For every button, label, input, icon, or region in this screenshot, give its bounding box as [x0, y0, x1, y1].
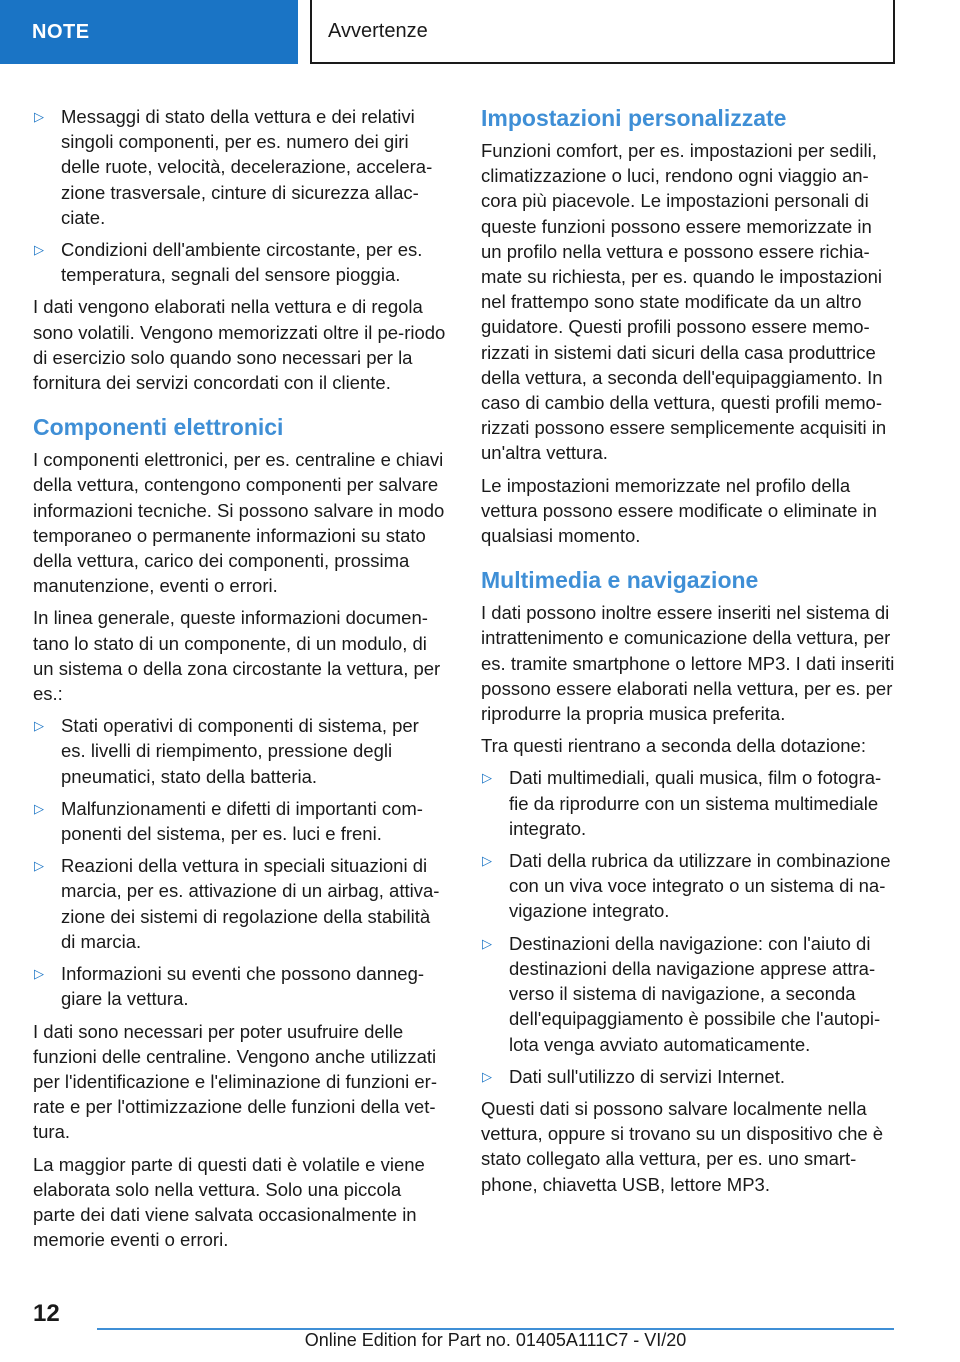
- paragraph: Tra questi rientrano a seconda della dotazione:: [481, 735, 866, 757]
- footer-edition: Online Edition for Part no. 01405A111C7 - VI/20: [304, 1330, 687, 1350]
- list-item: ▷ Condizioni dell'ambiente circostante, per es. temperatura, segnali del sensore pioggia.: [34, 239, 423, 286]
- paragraph: In linea generale, queste informazioni documen-tano lo stato di un componente, di un modulo, di un sistema o della zona circostante la vettura, per es.:: [33, 607, 441, 705]
- page-number: 12: [33, 1300, 60, 1327]
- paragraph: Questi dati si possono salvare localmente nella vettura, oppure si trovano su un dispositivo che è stato collegato alla vettura, per es. uno smart-phone, chiavetta USB, lettore MP3.: [481, 1097, 884, 1195]
- list-item: ▷ Reazioni della vettura in speciali situazioni di marcia, per es. attivazione di un airbag, attiva-zione dei sistemi di regolazione della stabilità di marcia.: [34, 855, 440, 952]
- triangle-bullet-icon: ▷: [34, 858, 44, 874]
- triangle-bullet-icon: ▷: [34, 966, 44, 982]
- paragraph: La maggior parte di questi dati è volatile e viene elaborata solo nella vettura. Solo una piccola parte dei dati viene salvata occasionalmente in memorie eventi o errori.: [33, 1153, 425, 1251]
- triangle-bullet-icon: ▷: [34, 242, 44, 258]
- list-item: ▷ Dati multimediali, quali musica, film o fotogra-fie da riprodurre con un sistema multimediale integrato.: [482, 767, 882, 839]
- section-tab: NOTE: [0, 0, 298, 64]
- page-header-title: Avvertenze: [310, 0, 895, 64]
- section-heading-personal-settings: Impostazioni personalizzate: [481, 105, 787, 131]
- multimedia-data-list: [481, 765, 896, 1088]
- list-item: ▷ Messaggi di stato della vettura e dei relativi singoli componenti, per es. numero dei giri delle ruote, velocità, decelerazione, accelera-zione trasversale, cinture di sicurezza allac-ciate.: [34, 106, 433, 228]
- list-item: ▷ Destinazioni della navigazione: con l'aiuto di destinazioni della navigazione apprese attra-verso il sistema di navigazione, a seconda dell'equipaggiamento è possibile che l'autopi-lota venga avviato automaticamente.: [482, 932, 881, 1055]
- list-item: ▷ Malfunzionamenti e difetti di importanti com-ponenti del sistema, per es. luci e freni.: [34, 797, 423, 845]
- triangle-bullet-icon: ▷: [34, 718, 44, 734]
- paragraph: Le impostazioni memorizzate nel profilo della vettura possono essere modificate o eliminate in qualsiasi momento.: [481, 474, 877, 547]
- triangle-bullet-icon: ▷: [482, 770, 492, 786]
- paragraph: I dati vengono elaborati nella vettura e di regola sono volatili. Vengono memorizzati oltre il pe-riodo di esercizio solo quando sono necessari per la fornitura dei servizi concordati con il cliente.: [33, 296, 446, 394]
- list-item: ▷ Stati operativi di componenti di sistema, per es. livelli di riempimento, pressione degli pneumatici, stato della batteria.: [34, 715, 419, 787]
- triangle-bullet-icon: ▷: [482, 1068, 492, 1084]
- left-column: [33, 104, 447, 1259]
- status-data-list: [33, 104, 447, 287]
- list-item: ▷ Dati della rubrica da utilizzare in combinazione con un viva voce integrato o un sistema di na-vigazione integrato.: [482, 850, 891, 922]
- list-item: ▷ Dati sull'utilizzo di servizi Internet.: [481, 1064, 896, 1089]
- paragraph: Funzioni comfort, per es. impostazioni per sedili, climatizzazione o luci, rendono ogni viaggio an-cora più piacevole. Le impostazioni personali di queste funzioni possono essere memorizzate in un profilo nella vettura e possono essere richia-mate su richiesta, per es. quando le impostazioni nel frattempo sono state modificate da un altro guidatore. Questi profili possono essere memo-rizzati in sistemi dati sicuri della casa produttrice della vettura, a seconda dell'equipaggiamento. In caso di cambio della vettura, questi profili memo-rizzati possono essere semplicemente acquisiti in un'altra vettura.: [481, 140, 887, 464]
- right-column: [481, 104, 896, 1204]
- triangle-bullet-icon: ▷: [482, 853, 492, 869]
- triangle-bullet-icon: ▷: [34, 800, 44, 816]
- component-info-list: [33, 713, 447, 1011]
- triangle-bullet-icon: ▷: [34, 109, 44, 124]
- paragraph: I dati possono inoltre essere inseriti nel sistema di intrattenimento e comunicazione della vettura, per es. tramite smartphone o lettore MP3. I dati inseriti possono essere elaborati nella vettura, per es. per riprodurre la propria musica preferita.: [481, 602, 895, 725]
- section-heading-electronic-components: Componenti elettronici: [33, 414, 284, 441]
- list-item: ▷ Informazioni su eventi che possono danneg-giare la vettura.: [34, 963, 425, 1010]
- paragraph: I dati sono necessari per poter usufruire delle funzioni delle centraline. Vengono anche utilizzati per l'identificazione e l'eliminazione di funzioni er-rate e per l'ottimizzazione delle funzioni della vet-tura.: [33, 1020, 438, 1143]
- section-heading-multimedia-navigation: Multimedia e navigazione: [481, 567, 759, 594]
- paragraph: I componenti elettronici, per es. centraline e chiavi della vettura, contengono componenti per salvare informazioni tecniche. Si possono salvare in modo temporaneo o permanente informazioni su stato della vettura, carico dei componenti, prossima manutenzione, eventi o errori.: [33, 449, 445, 597]
- triangle-bullet-icon: ▷: [482, 935, 492, 951]
